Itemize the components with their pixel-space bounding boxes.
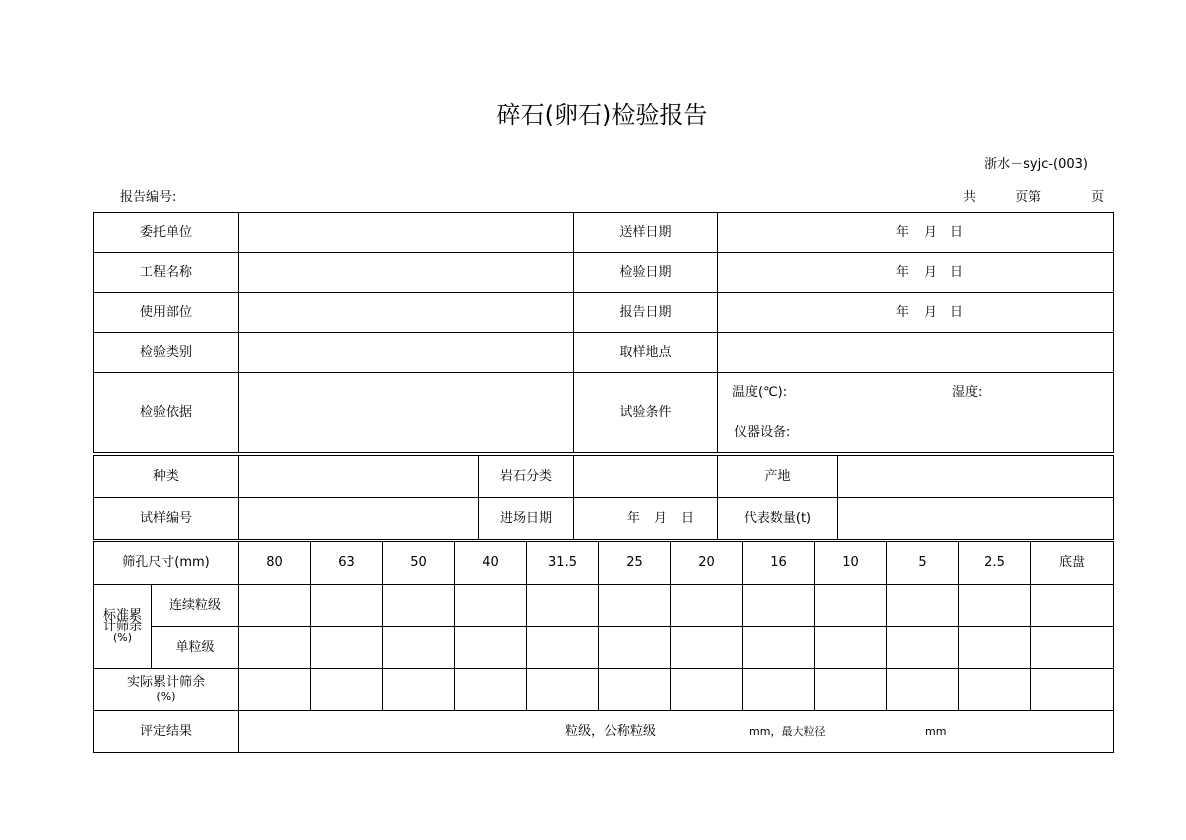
basis-field[interactable] — [239, 373, 574, 453]
entry-date-field[interactable] — [574, 498, 718, 540]
date-month: 月 — [924, 224, 938, 240]
single-grade-label: 单粒级 — [152, 627, 239, 669]
result-row — [94, 711, 1114, 753]
date-year: 年 — [627, 510, 641, 526]
sieve-size: 80 — [239, 542, 311, 585]
quantity-label: 代表数量(t) — [718, 498, 838, 540]
basis-label: 检验依据 — [94, 373, 239, 453]
date-year: 年 — [896, 224, 910, 240]
result-max-size-text: mm，最大粒径 — [749, 724, 826, 738]
value-cell[interactable] — [527, 585, 599, 627]
value-cell[interactable] — [959, 669, 1031, 711]
test-date-field[interactable] — [718, 253, 1114, 293]
value-cell[interactable] — [239, 585, 311, 627]
table-row — [94, 293, 1114, 333]
sieve-size: 31.5 — [527, 542, 599, 585]
date-day: 日 — [950, 304, 964, 320]
value-cell[interactable] — [1031, 669, 1114, 711]
value-cell[interactable] — [311, 669, 383, 711]
value-cell[interactable] — [959, 585, 1031, 627]
date-year: 年 — [896, 264, 910, 280]
actual-cumulative-label — [94, 669, 239, 711]
info-table — [93, 212, 1114, 453]
value-cell[interactable] — [383, 627, 455, 669]
sieve-size: 5 — [887, 542, 959, 585]
send-date-field[interactable] — [718, 213, 1114, 253]
value-cell[interactable] — [743, 585, 815, 627]
kind-field[interactable] — [239, 456, 479, 498]
date-month: 月 — [924, 264, 938, 280]
value-cell[interactable] — [455, 627, 527, 669]
label-line: (%) — [156, 689, 176, 703]
usage-field[interactable] — [239, 293, 574, 333]
page-mid: 页第 — [1015, 190, 1042, 205]
test-date-label: 检验日期 — [574, 253, 718, 293]
table-row — [94, 213, 1114, 253]
kind-label: 种类 — [94, 456, 239, 498]
rock-class-label: 岩石分类 — [479, 456, 574, 498]
result-label: 评定结果 — [94, 711, 239, 753]
label-line: 实际累计筛余 — [127, 674, 206, 690]
date-day: 日 — [950, 264, 964, 280]
report-date-field[interactable] — [718, 293, 1114, 333]
humidity-label: 湿度: — [952, 385, 983, 400]
date-month: 月 — [654, 510, 668, 526]
sieve-size: 25 — [599, 542, 671, 585]
value-cell[interactable] — [671, 585, 743, 627]
rock-class-field[interactable] — [574, 456, 718, 498]
value-cell[interactable] — [815, 669, 887, 711]
conditions-field[interactable] — [718, 373, 1114, 453]
value-cell[interactable] — [1031, 627, 1114, 669]
value-cell[interactable] — [887, 627, 959, 669]
sieve-size: 63 — [311, 542, 383, 585]
continuous-grade-row — [94, 585, 1114, 627]
label-line: 计筛余 — [102, 619, 142, 634]
table-row — [94, 456, 1114, 498]
project-field[interactable] — [239, 253, 574, 293]
result-grade-text: 粒级，公称粒级 — [565, 723, 657, 739]
test-type-label: 检验类别 — [94, 333, 239, 373]
value-cell[interactable] — [815, 585, 887, 627]
report-number-label: 报告编号: — [120, 190, 177, 205]
date-day: 日 — [681, 510, 695, 526]
sieve-size: 2.5 — [959, 542, 1031, 585]
page-suffix: 页 — [1091, 190, 1105, 205]
page-total-prefix: 共 — [963, 190, 977, 205]
value-cell[interactable] — [239, 669, 311, 711]
result-field[interactable] — [239, 711, 1114, 753]
label-line: 标准累 — [102, 608, 142, 623]
result-unit-text: mm — [925, 724, 947, 738]
date-year: 年 — [896, 304, 910, 320]
table-row — [94, 498, 1114, 540]
value-cell[interactable] — [887, 669, 959, 711]
report-date-label: 报告日期 — [574, 293, 718, 333]
client-label: 委托单位 — [94, 213, 239, 253]
value-cell[interactable] — [383, 585, 455, 627]
page-counter — [0, 186, 1186, 205]
table-row — [94, 253, 1114, 293]
date-month: 月 — [924, 304, 938, 320]
value-cell[interactable] — [671, 669, 743, 711]
sample-location-label: 取样地点 — [574, 333, 718, 373]
table-row — [94, 333, 1114, 373]
value-cell[interactable] — [1031, 585, 1114, 627]
client-field[interactable] — [239, 213, 574, 253]
sieve-size: 底盘 — [1031, 542, 1114, 585]
single-grade-row — [94, 627, 1114, 669]
sample-no-label: 试样编号 — [94, 498, 239, 540]
origin-field[interactable] — [838, 456, 1114, 498]
conditions-label: 试验条件 — [574, 373, 718, 453]
value-cell[interactable] — [311, 627, 383, 669]
value-cell[interactable] — [599, 585, 671, 627]
date-day: 日 — [950, 224, 964, 240]
equipment-label: 仪器设备: — [734, 425, 791, 440]
value-cell[interactable] — [743, 627, 815, 669]
value-cell[interactable] — [671, 627, 743, 669]
sieve-table — [93, 541, 1114, 753]
temperature-label: 温度(℃): — [732, 385, 788, 400]
origin-label: 产地 — [718, 456, 838, 498]
quantity-field[interactable] — [838, 498, 1114, 540]
value-cell[interactable] — [743, 669, 815, 711]
sample-location-field[interactable] — [718, 333, 1114, 373]
entry-date-label: 进场日期 — [479, 498, 574, 540]
value-cell[interactable] — [599, 627, 671, 669]
sieve-size: 10 — [815, 542, 887, 585]
test-type-field[interactable] — [239, 333, 574, 373]
usage-label: 使用部位 — [94, 293, 239, 333]
label-line: (%) — [112, 631, 133, 644]
report-title: 碎石(卵石)检验报告 — [496, 101, 708, 129]
sample-no-field[interactable] — [239, 498, 479, 540]
sample-table — [93, 455, 1114, 540]
value-cell[interactable] — [887, 585, 959, 627]
standard-cumulative-label — [94, 585, 152, 669]
value-cell[interactable] — [311, 585, 383, 627]
sieve-size: 16 — [743, 542, 815, 585]
sieve-size: 50 — [383, 542, 455, 585]
value-cell[interactable] — [959, 627, 1031, 669]
actual-cumulative-row — [94, 669, 1114, 711]
value-cell[interactable] — [599, 669, 671, 711]
value-cell[interactable] — [383, 669, 455, 711]
form-code: 浙水－syjc-(003) — [984, 157, 1088, 172]
send-date-label: 送样日期 — [574, 213, 718, 253]
value-cell[interactable] — [455, 585, 527, 627]
value-cell[interactable] — [455, 669, 527, 711]
table-row — [94, 373, 1114, 453]
continuous-grade-label: 连续粒级 — [152, 585, 239, 627]
sieve-size: 20 — [671, 542, 743, 585]
sieve-size-label: 筛孔尺寸(mm) — [94, 542, 239, 585]
value-cell[interactable] — [815, 627, 887, 669]
sieve-size: 40 — [455, 542, 527, 585]
value-cell[interactable] — [239, 627, 311, 669]
sieve-size-row — [94, 542, 1114, 585]
value-cell[interactable] — [527, 669, 599, 711]
project-label: 工程名称 — [94, 253, 239, 293]
value-cell[interactable] — [527, 627, 599, 669]
